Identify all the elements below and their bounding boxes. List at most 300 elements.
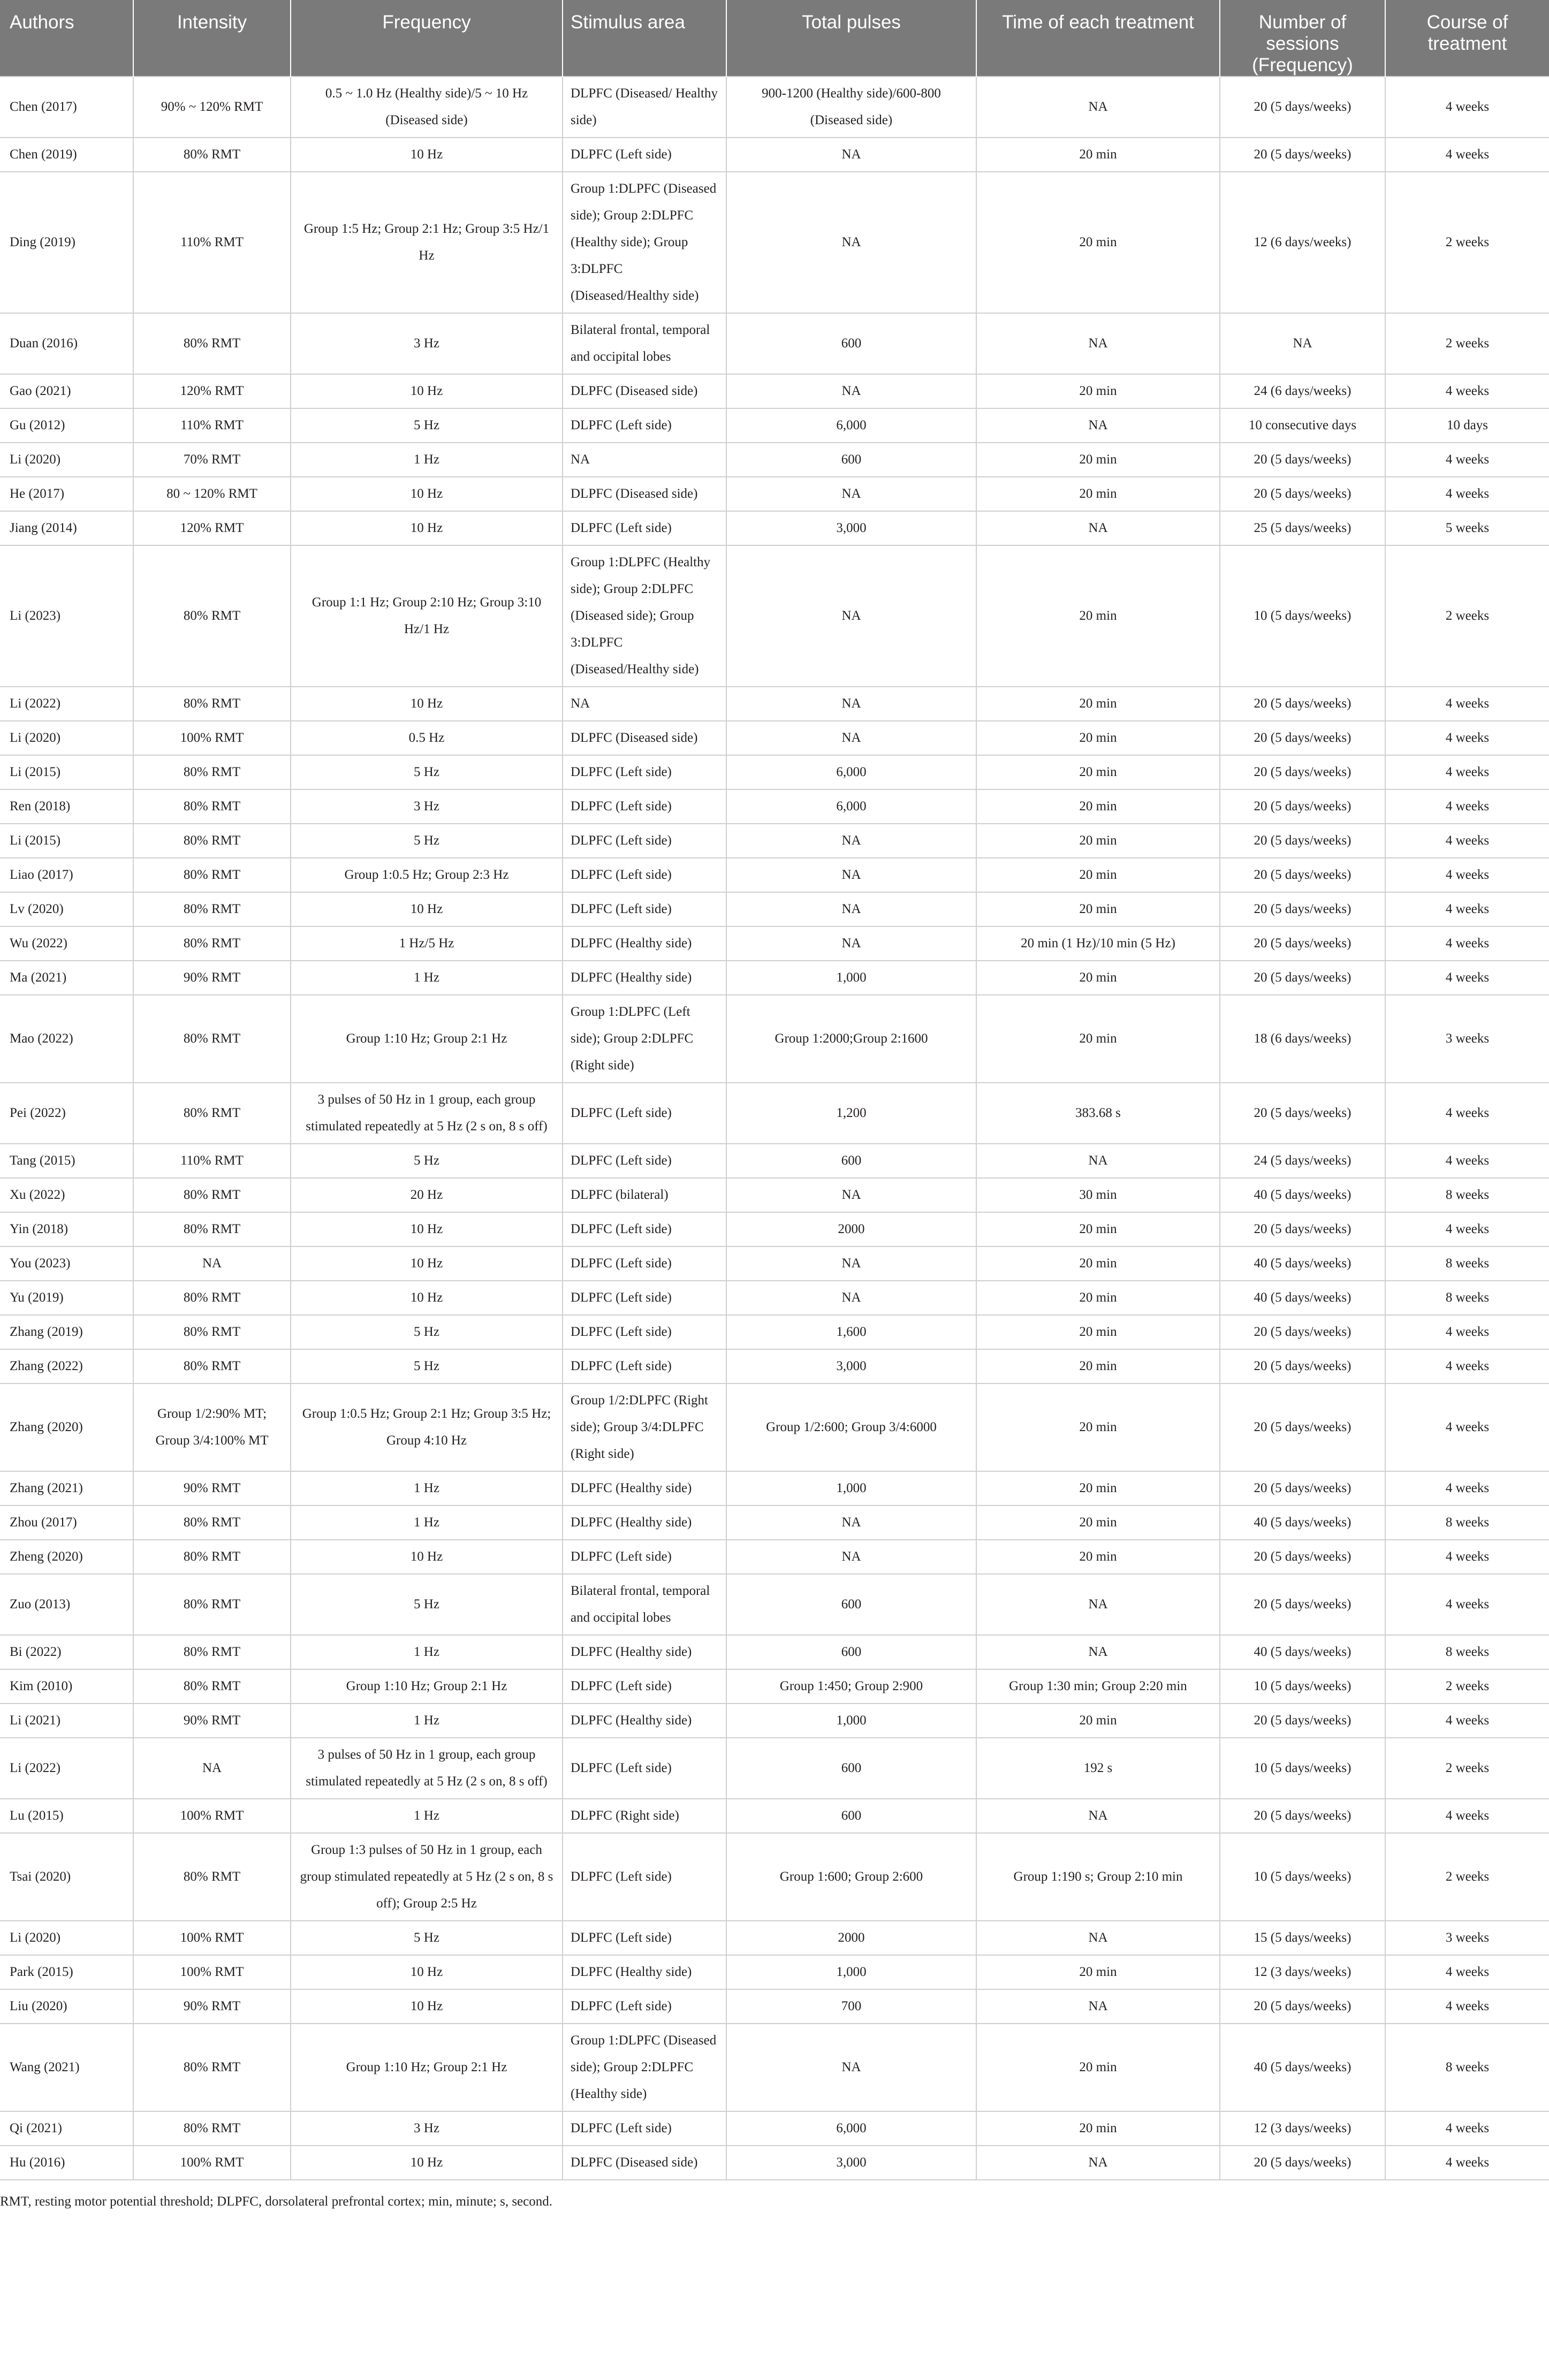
cell-frequency: Group 1:0.5 Hz; Group 2:1 Hz; Group 3:5 Hz; Group 4:10 Hz <box>291 1383 563 1471</box>
cell-time-per-treatment: Group 1:190 s; Group 2:10 min <box>976 1833 1220 1921</box>
cell-intensity: 80% RMT <box>133 1540 291 1574</box>
cell-intensity: 80% RMT <box>133 1833 291 1921</box>
cell-course: 8 weeks <box>1385 1246 1549 1281</box>
cell-stimulus-area: Group 1/2:DLPFC (Right side); Group 3/4:DLPFC (Right side) <box>563 1383 726 1471</box>
cell-frequency: Group 1:0.5 Hz; Group 2:3 Hz <box>291 858 563 892</box>
cell-stimulus-area: Group 1:DLPFC (Diseased side); Group 2:DLPFC (Healthy side); Group 3:DLPFC (Diseased/Healthy side) <box>563 172 726 313</box>
table-header <box>0 0 1549 77</box>
cell-time-per-treatment: 20 min <box>976 961 1220 995</box>
cell-frequency: 5 Hz <box>291 824 563 858</box>
cell-time-per-treatment: 20 min <box>976 477 1220 511</box>
cell-stimulus-area: DLPFC (Healthy side) <box>563 1505 726 1540</box>
cell-frequency: 10 Hz <box>291 1540 563 1574</box>
cell-stimulus-area: DLPFC (Left side) <box>563 1246 726 1281</box>
cell-course: 8 weeks <box>1385 1505 1549 1540</box>
table-row <box>0 1833 1549 1921</box>
table-row <box>0 1083 1549 1144</box>
cell-intensity: 110% RMT <box>133 408 291 443</box>
cell-total-pulses: 6,000 <box>726 2111 976 2146</box>
cell-time-per-treatment: NA <box>976 1144 1220 1178</box>
table-row <box>0 1669 1549 1704</box>
cell-stimulus-area: DLPFC (Left side) <box>563 1281 726 1315</box>
header-intensity: Intensity <box>133 0 291 77</box>
cell-total-pulses: NA <box>726 721 976 755</box>
table-row <box>0 1955 1549 1989</box>
cell-author: Li (2022) <box>0 687 133 721</box>
cell-time-per-treatment: 20 min <box>976 995 1220 1083</box>
cell-intensity: 80% RMT <box>133 755 291 789</box>
cell-sessions: NA <box>1220 313 1385 374</box>
cell-author: Yin (2018) <box>0 1212 133 1246</box>
cell-total-pulses: Group 1:2000;Group 2:1600 <box>726 995 976 1083</box>
cell-time-per-treatment: 20 min <box>976 1281 1220 1315</box>
cell-frequency: 5 Hz <box>291 1921 563 1955</box>
cell-course: 4 weeks <box>1385 755 1549 789</box>
cell-time-per-treatment: 20 min (1 Hz)/10 min (5 Hz) <box>976 926 1220 961</box>
cell-sessions: 10 (5 days/weeks) <box>1220 1669 1385 1704</box>
cell-time-per-treatment: 20 min <box>976 2111 1220 2146</box>
cell-total-pulses: 600 <box>726 1738 976 1799</box>
cell-course: 4 weeks <box>1385 1144 1549 1178</box>
cell-time-per-treatment: 20 min <box>976 1349 1220 1383</box>
cell-time-per-treatment: 20 min <box>976 1955 1220 1989</box>
cell-total-pulses: NA <box>726 892 976 926</box>
cell-stimulus-area: DLPFC (Left side) <box>563 1669 726 1704</box>
cell-course: 2 weeks <box>1385 1738 1549 1799</box>
cell-course: 4 weeks <box>1385 1471 1549 1505</box>
cell-stimulus-area: DLPFC (Diseased side) <box>563 374 726 408</box>
cell-intensity: 80% RMT <box>133 1574 291 1635</box>
cell-total-pulses: NA <box>726 824 976 858</box>
cell-author: Li (2020) <box>0 721 133 755</box>
cell-author: Zhou (2017) <box>0 1505 133 1540</box>
cell-intensity: 90% RMT <box>133 1704 291 1738</box>
cell-stimulus-area: DLPFC (Healthy side) <box>563 1704 726 1738</box>
cell-sessions: 20 (5 days/weeks) <box>1220 1704 1385 1738</box>
cell-frequency: 5 Hz <box>291 755 563 789</box>
cell-stimulus-area: DLPFC (Left side) <box>563 858 726 892</box>
cell-intensity: 80% RMT <box>133 1315 291 1349</box>
cell-total-pulses: 2000 <box>726 1921 976 1955</box>
header-course-of-treatment: Course of treatment <box>1385 0 1549 77</box>
cell-author: Zhang (2021) <box>0 1471 133 1505</box>
cell-intensity: 100% RMT <box>133 721 291 755</box>
table-row <box>0 1178 1549 1212</box>
cell-intensity: 80% RMT <box>133 2111 291 2146</box>
table-row <box>0 545 1549 687</box>
cell-sessions: 20 (5 days/weeks) <box>1220 858 1385 892</box>
cell-author: Liao (2017) <box>0 858 133 892</box>
cell-author: Lv (2020) <box>0 892 133 926</box>
cell-course: 4 weeks <box>1385 1955 1549 1989</box>
cell-stimulus-area: DLPFC (Left side) <box>563 1738 726 1799</box>
cell-sessions: 20 (5 days/weeks) <box>1220 77 1385 138</box>
cell-sessions: 10 (5 days/weeks) <box>1220 1738 1385 1799</box>
cell-course: 4 weeks <box>1385 1315 1549 1349</box>
cell-time-per-treatment: 20 min <box>976 721 1220 755</box>
cell-stimulus-area: Bilateral frontal, temporal and occipital lobes <box>563 1574 726 1635</box>
cell-time-per-treatment: 20 min <box>976 858 1220 892</box>
cell-intensity: 70% RMT <box>133 443 291 477</box>
cell-frequency: Group 1:1 Hz; Group 2:10 Hz; Group 3:10 Hz/1 Hz <box>291 545 563 687</box>
cell-course: 3 weeks <box>1385 1921 1549 1955</box>
cell-frequency: 10 Hz <box>291 511 563 545</box>
cell-time-per-treatment: 20 min <box>976 1540 1220 1574</box>
cell-frequency: 20 Hz <box>291 1178 563 1212</box>
cell-author: Ma (2021) <box>0 961 133 995</box>
cell-stimulus-area: DLPFC (Left side) <box>563 1349 726 1383</box>
cell-course: 8 weeks <box>1385 2024 1549 2111</box>
cell-frequency: 5 Hz <box>291 408 563 443</box>
cell-stimulus-area: DLPFC (Left side) <box>563 1212 726 1246</box>
cell-total-pulses: 1,000 <box>726 1471 976 1505</box>
cell-time-per-treatment: 20 min <box>976 1383 1220 1471</box>
cell-sessions: 15 (5 days/weeks) <box>1220 1921 1385 1955</box>
cell-course: 4 weeks <box>1385 374 1549 408</box>
cell-total-pulses: NA <box>726 1178 976 1212</box>
cell-stimulus-area: Group 1:DLPFC (Left side); Group 2:DLPFC (Right side) <box>563 995 726 1083</box>
cell-stimulus-area: DLPFC (Left side) <box>563 1083 726 1144</box>
cell-total-pulses: Group 1/2:600; Group 3/4:6000 <box>726 1383 976 1471</box>
cell-author: You (2023) <box>0 1246 133 1281</box>
table-row <box>0 1635 1549 1669</box>
cell-course: 2 weeks <box>1385 545 1549 687</box>
table-row <box>0 443 1549 477</box>
cell-course: 4 weeks <box>1385 1989 1549 2024</box>
cell-frequency: 5 Hz <box>291 1349 563 1383</box>
cell-frequency: 1 Hz/5 Hz <box>291 926 563 961</box>
cell-time-per-treatment: 20 min <box>976 1246 1220 1281</box>
cell-time-per-treatment: 20 min <box>976 892 1220 926</box>
cell-intensity: 120% RMT <box>133 511 291 545</box>
cell-course: 3 weeks <box>1385 995 1549 1083</box>
cell-course: 4 weeks <box>1385 77 1549 138</box>
cell-sessions: 20 (5 days/weeks) <box>1220 687 1385 721</box>
cell-frequency: 10 Hz <box>291 1246 563 1281</box>
cell-stimulus-area: NA <box>563 443 726 477</box>
cell-frequency: 3 Hz <box>291 789 563 824</box>
cell-frequency: 10 Hz <box>291 374 563 408</box>
cell-intensity: 100% RMT <box>133 1799 291 1833</box>
cell-intensity: 90% RMT <box>133 1471 291 1505</box>
cell-frequency: 1 Hz <box>291 1471 563 1505</box>
cell-sessions: 20 (5 days/weeks) <box>1220 1799 1385 1833</box>
cell-total-pulses: 600 <box>726 1635 976 1669</box>
cell-course: 4 weeks <box>1385 721 1549 755</box>
cell-stimulus-area: DLPFC (Left side) <box>563 1315 726 1349</box>
cell-total-pulses: 2000 <box>726 1212 976 1246</box>
cell-frequency: 10 Hz <box>291 138 563 172</box>
cell-frequency: 5 Hz <box>291 1144 563 1178</box>
table-row <box>0 926 1549 961</box>
cell-total-pulses: 1,200 <box>726 1083 976 1144</box>
cell-total-pulses: NA <box>726 1281 976 1315</box>
cell-total-pulses: 1,000 <box>726 1955 976 1989</box>
cell-total-pulses: 6,000 <box>726 408 976 443</box>
cell-total-pulses: 3,000 <box>726 2146 976 2180</box>
cell-sessions: 25 (5 days/weeks) <box>1220 511 1385 545</box>
cell-author: Li (2015) <box>0 824 133 858</box>
table-row <box>0 1704 1549 1738</box>
cell-sessions: 24 (5 days/weeks) <box>1220 1144 1385 1178</box>
header-frequency: Frequency <box>291 0 563 77</box>
table-row <box>0 2111 1549 2146</box>
cell-sessions: 20 (5 days/weeks) <box>1220 1540 1385 1574</box>
table-row <box>0 511 1549 545</box>
cell-sessions: 20 (5 days/weeks) <box>1220 1083 1385 1144</box>
cell-total-pulses: 700 <box>726 1989 976 2024</box>
cell-frequency: 10 Hz <box>291 1989 563 2024</box>
cell-sessions: 12 (3 days/weeks) <box>1220 1955 1385 1989</box>
cell-sessions: 12 (3 days/weeks) <box>1220 2111 1385 2146</box>
cell-frequency: 3 Hz <box>291 2111 563 2146</box>
cell-course: 10 days <box>1385 408 1549 443</box>
cell-stimulus-area: Bilateral frontal, temporal and occipital lobes <box>563 313 726 374</box>
table-footnote: RMT, resting motor potential threshold; DLPFC, dorsolateral prefrontal cortex; min, minute; s, second. <box>0 2194 552 2209</box>
cell-stimulus-area: DLPFC (Left side) <box>563 789 726 824</box>
cell-frequency: 0.5 Hz <box>291 721 563 755</box>
cell-author: Tang (2015) <box>0 1144 133 1178</box>
cell-author: Pei (2022) <box>0 1083 133 1144</box>
cell-intensity: 100% RMT <box>133 1921 291 1955</box>
cell-stimulus-area: DLPFC (Left side) <box>563 138 726 172</box>
cell-intensity: 80% RMT <box>133 1505 291 1540</box>
cell-author: Li (2020) <box>0 443 133 477</box>
cell-time-per-treatment: NA <box>976 2146 1220 2180</box>
cell-author: Gu (2012) <box>0 408 133 443</box>
cell-time-per-treatment: 20 min <box>976 172 1220 313</box>
cell-author: Li (2021) <box>0 1704 133 1738</box>
cell-stimulus-area: DLPFC (Left side) <box>563 824 726 858</box>
cell-frequency: Group 1:10 Hz; Group 2:1 Hz <box>291 1669 563 1704</box>
cell-frequency: 10 Hz <box>291 1955 563 1989</box>
cell-sessions: 20 (5 days/weeks) <box>1220 789 1385 824</box>
cell-frequency: 5 Hz <box>291 1315 563 1349</box>
cell-intensity: 80% RMT <box>133 1349 291 1383</box>
cell-course: 4 weeks <box>1385 687 1549 721</box>
cell-sessions: 20 (5 days/weeks) <box>1220 443 1385 477</box>
cell-intensity: 100% RMT <box>133 2146 291 2180</box>
cell-author: Zuo (2013) <box>0 1574 133 1635</box>
cell-stimulus-area: DLPFC (Healthy side) <box>563 1635 726 1669</box>
cell-frequency: Group 1:10 Hz; Group 2:1 Hz <box>291 995 563 1083</box>
cell-sessions: 20 (5 days/weeks) <box>1220 926 1385 961</box>
cell-time-per-treatment: 30 min <box>976 1178 1220 1212</box>
cell-frequency: Group 1:3 pulses of 50 Hz in 1 group, each group stimulated repeatedly at 5 Hz (2 s on, 8 s off); Group 2:5 Hz <box>291 1833 563 1921</box>
cell-author: Bi (2022) <box>0 1635 133 1669</box>
cell-time-per-treatment: 20 min <box>976 1212 1220 1246</box>
cell-course: 4 weeks <box>1385 1083 1549 1144</box>
cell-stimulus-area: DLPFC (Healthy side) <box>563 1955 726 1989</box>
cell-frequency: 10 Hz <box>291 687 563 721</box>
table-row <box>0 1574 1549 1635</box>
cell-stimulus-area: DLPFC (Left side) <box>563 1144 726 1178</box>
cell-time-per-treatment: NA <box>976 1799 1220 1833</box>
table-row <box>0 1212 1549 1246</box>
cell-time-per-treatment: NA <box>976 313 1220 374</box>
cell-author: Lu (2015) <box>0 1799 133 1833</box>
cell-frequency: 10 Hz <box>291 1281 563 1315</box>
cell-stimulus-area: DLPFC (bilateral) <box>563 1178 726 1212</box>
cell-course: 2 weeks <box>1385 313 1549 374</box>
cell-sessions: 40 (5 days/weeks) <box>1220 1281 1385 1315</box>
cell-course: 4 weeks <box>1385 1349 1549 1383</box>
cell-course: 2 weeks <box>1385 1669 1549 1704</box>
header-number-of-sessions: Number of sessions (Frequency) <box>1220 0 1385 77</box>
cell-intensity: 80% RMT <box>133 313 291 374</box>
cell-time-per-treatment: NA <box>976 77 1220 138</box>
cell-time-per-treatment: NA <box>976 1574 1220 1635</box>
cell-time-per-treatment: 20 min <box>976 1315 1220 1349</box>
cell-time-per-treatment: NA <box>976 1635 1220 1669</box>
cell-author: Kim (2010) <box>0 1669 133 1704</box>
cell-total-pulses: NA <box>726 477 976 511</box>
cell-stimulus-area: DLPFC (Left side) <box>563 892 726 926</box>
cell-intensity: 80% RMT <box>133 995 291 1083</box>
table-row <box>0 1144 1549 1178</box>
cell-author: Li (2022) <box>0 1738 133 1799</box>
cell-sessions: 40 (5 days/weeks) <box>1220 1505 1385 1540</box>
cell-stimulus-area: DLPFC (Left side) <box>563 408 726 443</box>
cell-frequency: 1 Hz <box>291 961 563 995</box>
cell-sessions: 40 (5 days/weeks) <box>1220 1246 1385 1281</box>
cell-time-per-treatment: 20 min <box>976 443 1220 477</box>
cell-stimulus-area: DLPFC (Healthy side) <box>563 961 726 995</box>
cell-intensity: 110% RMT <box>133 1144 291 1178</box>
table-row <box>0 1471 1549 1505</box>
cell-frequency: 3 Hz <box>291 313 563 374</box>
cell-sessions: 20 (5 days/weeks) <box>1220 1212 1385 1246</box>
cell-frequency: 3 pulses of 50 Hz in 1 group, each group stimulated repeatedly at 5 Hz (2 s on, 8 s off) <box>291 1738 563 1799</box>
table-row <box>0 755 1549 789</box>
cell-intensity: 120% RMT <box>133 374 291 408</box>
cell-time-per-treatment: 20 min <box>976 824 1220 858</box>
cell-total-pulses: NA <box>726 138 976 172</box>
cell-intensity: 80% RMT <box>133 2024 291 2111</box>
cell-total-pulses: NA <box>726 1540 976 1574</box>
cell-frequency: 1 Hz <box>291 1799 563 1833</box>
cell-time-per-treatment: 20 min <box>976 138 1220 172</box>
cell-frequency: 10 Hz <box>291 1212 563 1246</box>
cell-sessions: 20 (5 days/weeks) <box>1220 1471 1385 1505</box>
cell-time-per-treatment: 192 s <box>976 1738 1220 1799</box>
cell-intensity: 80% RMT <box>133 1281 291 1315</box>
table-row <box>0 138 1549 172</box>
cell-stimulus-area: DLPFC (Healthy side) <box>563 926 726 961</box>
cell-total-pulses: 600 <box>726 443 976 477</box>
cell-time-per-treatment: Group 1:30 min; Group 2:20 min <box>976 1669 1220 1704</box>
cell-author: Chen (2017) <box>0 77 133 138</box>
cell-course: 4 weeks <box>1385 789 1549 824</box>
table-row <box>0 687 1549 721</box>
cell-author: Xu (2022) <box>0 1178 133 1212</box>
cell-time-per-treatment: 20 min <box>976 789 1220 824</box>
table-row <box>0 995 1549 1083</box>
cell-frequency: 1 Hz <box>291 1505 563 1540</box>
header-total-pulses: Total pulses <box>726 0 976 77</box>
cell-author: Ren (2018) <box>0 789 133 824</box>
table-row <box>0 477 1549 511</box>
cell-intensity: 80% RMT <box>133 824 291 858</box>
cell-sessions: 20 (5 days/weeks) <box>1220 1574 1385 1635</box>
cell-total-pulses: NA <box>726 374 976 408</box>
cell-sessions: 20 (5 days/weeks) <box>1220 1315 1385 1349</box>
cell-course: 4 weeks <box>1385 1540 1549 1574</box>
cell-author: Zheng (2020) <box>0 1540 133 1574</box>
cell-course: 4 weeks <box>1385 1799 1549 1833</box>
cell-author: Hu (2016) <box>0 2146 133 2180</box>
table-row <box>0 789 1549 824</box>
cell-sessions: 20 (5 days/weeks) <box>1220 1989 1385 2024</box>
cell-time-per-treatment: 383.68 s <box>976 1083 1220 1144</box>
table-row <box>0 1799 1549 1833</box>
cell-intensity: 80% RMT <box>133 1212 291 1246</box>
cell-total-pulses: 600 <box>726 313 976 374</box>
cell-author: Li (2023) <box>0 545 133 687</box>
cell-sessions: 20 (5 days/weeks) <box>1220 2146 1385 2180</box>
cell-frequency: 3 pulses of 50 Hz in 1 group, each group stimulated repeatedly at 5 Hz (2 s on, 8 s off) <box>291 1083 563 1144</box>
cell-author: Zhang (2020) <box>0 1383 133 1471</box>
cell-course: 4 weeks <box>1385 2111 1549 2146</box>
cell-course: 4 weeks <box>1385 477 1549 511</box>
cell-stimulus-area: DLPFC (Right side) <box>563 1799 726 1833</box>
cell-course: 8 weeks <box>1385 1281 1549 1315</box>
cell-frequency: 10 Hz <box>291 2146 563 2180</box>
cell-total-pulses: 3,000 <box>726 1349 976 1383</box>
cell-sessions: 10 (5 days/weeks) <box>1220 1833 1385 1921</box>
cell-stimulus-area: DLPFC (Healthy side) <box>563 1471 726 1505</box>
cell-stimulus-area: NA <box>563 687 726 721</box>
cell-course: 4 weeks <box>1385 138 1549 172</box>
cell-stimulus-area: DLPFC (Left side) <box>563 511 726 545</box>
cell-sessions: 20 (5 days/weeks) <box>1220 892 1385 926</box>
cell-intensity: 90% RMT <box>133 1989 291 2024</box>
cell-author: Wang (2021) <box>0 2024 133 2111</box>
cell-frequency: Group 1:5 Hz; Group 2:1 Hz; Group 3:5 Hz/1 Hz <box>291 172 563 313</box>
cell-time-per-treatment: NA <box>976 511 1220 545</box>
table-row <box>0 1505 1549 1540</box>
cell-author: Zhang (2019) <box>0 1315 133 1349</box>
cell-stimulus-area: DLPFC (Left side) <box>563 1833 726 1921</box>
cell-course: 4 weeks <box>1385 1383 1549 1471</box>
cell-time-per-treatment: 20 min <box>976 1471 1220 1505</box>
cell-course: 4 weeks <box>1385 443 1549 477</box>
table-row <box>0 77 1549 138</box>
cell-time-per-treatment: 20 min <box>976 2024 1220 2111</box>
cell-frequency: 10 Hz <box>291 892 563 926</box>
table-row <box>0 1540 1549 1574</box>
cell-sessions: 20 (5 days/weeks) <box>1220 1383 1385 1471</box>
cell-intensity: 80% RMT <box>133 892 291 926</box>
cell-course: 4 weeks <box>1385 824 1549 858</box>
table-row <box>0 374 1549 408</box>
cell-course: 4 weeks <box>1385 892 1549 926</box>
table-row <box>0 313 1549 374</box>
cell-total-pulses: Group 1:600; Group 2:600 <box>726 1833 976 1921</box>
cell-course: 2 weeks <box>1385 1833 1549 1921</box>
cell-intensity: 80 ~ 120% RMT <box>133 477 291 511</box>
table-row <box>0 2146 1549 2180</box>
cell-course: 5 weeks <box>1385 511 1549 545</box>
table-row <box>0 892 1549 926</box>
cell-sessions: 10 consecutive days <box>1220 408 1385 443</box>
cell-sessions: 40 (5 days/weeks) <box>1220 1178 1385 1212</box>
cell-course: 4 weeks <box>1385 2146 1549 2180</box>
cell-time-per-treatment: 20 min <box>976 755 1220 789</box>
table-row <box>0 1246 1549 1281</box>
cell-stimulus-area: DLPFC (Left side) <box>563 1540 726 1574</box>
header-authors: Authors <box>0 0 133 77</box>
